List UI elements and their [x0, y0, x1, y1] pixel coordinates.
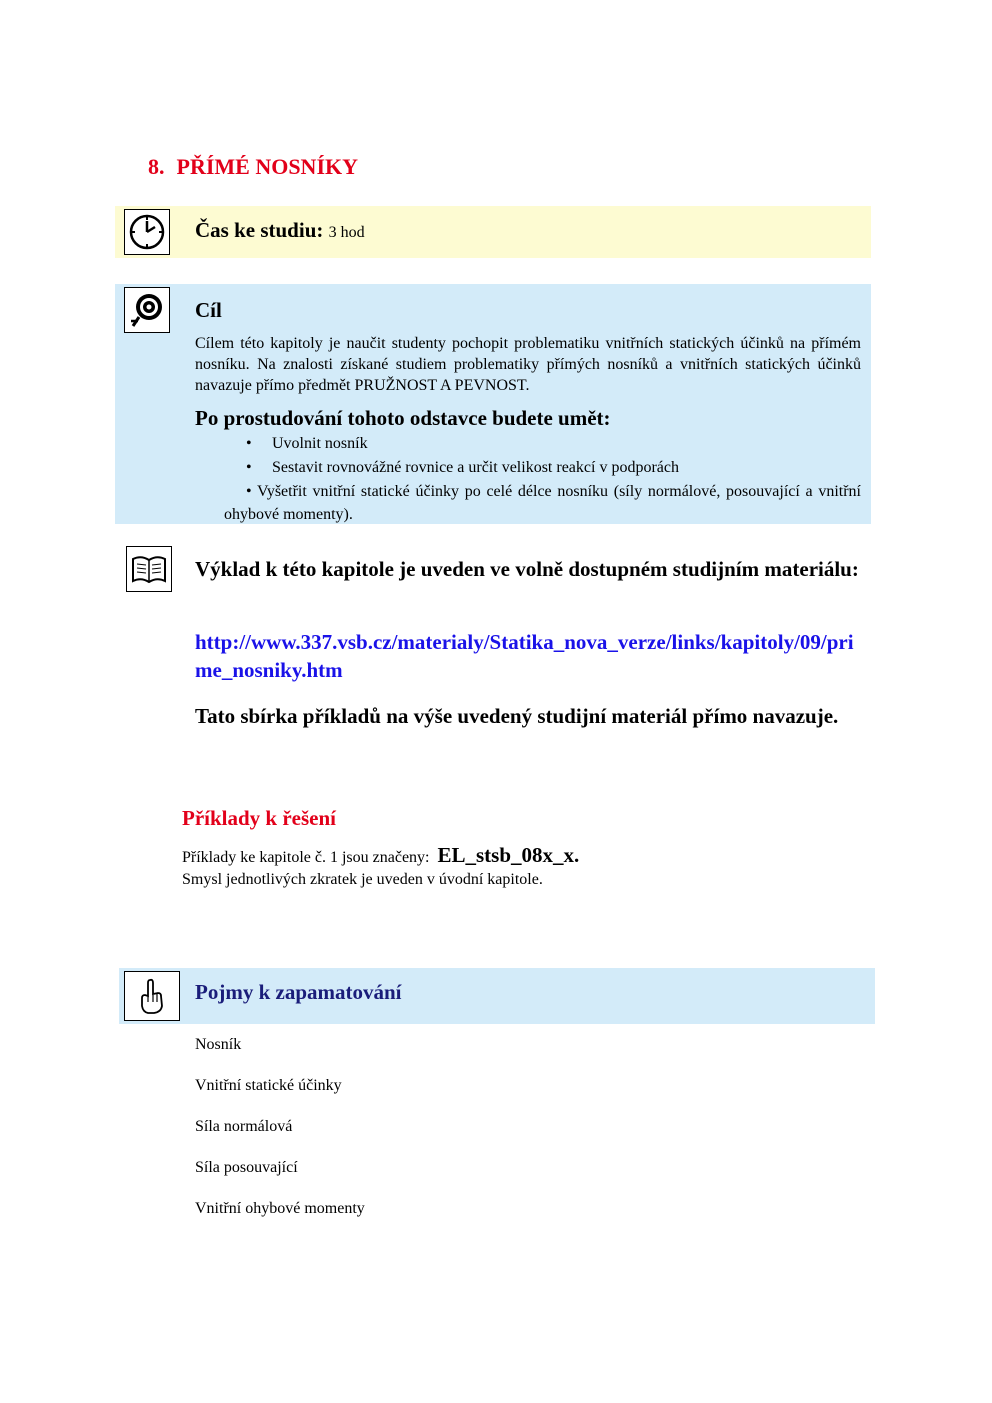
list-item [224, 480, 861, 526]
pointing-hand-icon [124, 971, 180, 1021]
learning-outcomes-list [224, 432, 861, 526]
list-item: • Sestavit rovnovážné rovnice a určit velikost reakcí v podporách [224, 456, 861, 480]
goal-text: Cílem této kapitoly je naučit studenty pochopit problematiku vnitřních statických účinků na přímém nosníku. Na znalosti získané studiem problematiky přímých nosníků a vnitřních statických účinků navazuje přímo předmět PRUŽNOST A PEVNOST. [195, 335, 861, 394]
study-time-value: 3 hod [328, 224, 365, 241]
terms-title: Pojmy k zapamatování [195, 980, 402, 1004]
target-icon [124, 287, 170, 333]
clock-icon [124, 209, 170, 255]
study-time-label: Čas ke studiu: [195, 218, 324, 242]
collection-note: Tato sbírka příkladů na výše uvedený studijní materiál přímo navazuje. [195, 704, 839, 728]
study-time [195, 218, 365, 243]
term-item: Vnitřní statické účinky [195, 1077, 342, 1094]
term-item: Nosník [195, 1036, 242, 1053]
book-icon [126, 546, 172, 592]
goal-title: Cíl [195, 298, 222, 322]
term-item: Vnitřní ohybové momenty [195, 1200, 365, 1217]
study-material-link[interactable]: http://www.337.vsb.cz/materialy/Statika_nova_verze/links/kapitoly/09/prime_nosniky.htm [195, 630, 854, 682]
learning-outcomes-title: Po prostudování tohoto odstavce budete umět: [195, 406, 611, 430]
chapter-title: PŘÍMÉ NOSNÍKY [176, 154, 359, 179]
examples-line [182, 843, 579, 868]
chapter-heading [148, 154, 358, 180]
examples-text: Příklady ke kapitole č. 1 jsou značeny: [182, 849, 430, 866]
examples-note: Smysl jednotlivých zkratek je uveden v úvodní kapitole. [182, 871, 543, 888]
examples-title: Příklady k řešení [182, 806, 337, 830]
chapter-number: 8. [148, 154, 165, 179]
list-item-text: Vyšetřit vnitřní statické účinky po celé délce nosníku (síly normálové, posouvající a vnitřní ohybové momenty). [224, 483, 862, 523]
explanation-text: Výklad k této kapitole je uveden ve volně dostupném studijním materiálu: [195, 557, 859, 581]
term-item: Síla posouvající [195, 1159, 298, 1176]
term-item: Síla normálová [195, 1118, 293, 1135]
examples-code: EL_stsb_08x_x. [437, 843, 580, 867]
list-item: • Uvolnit nosník [224, 432, 861, 456]
